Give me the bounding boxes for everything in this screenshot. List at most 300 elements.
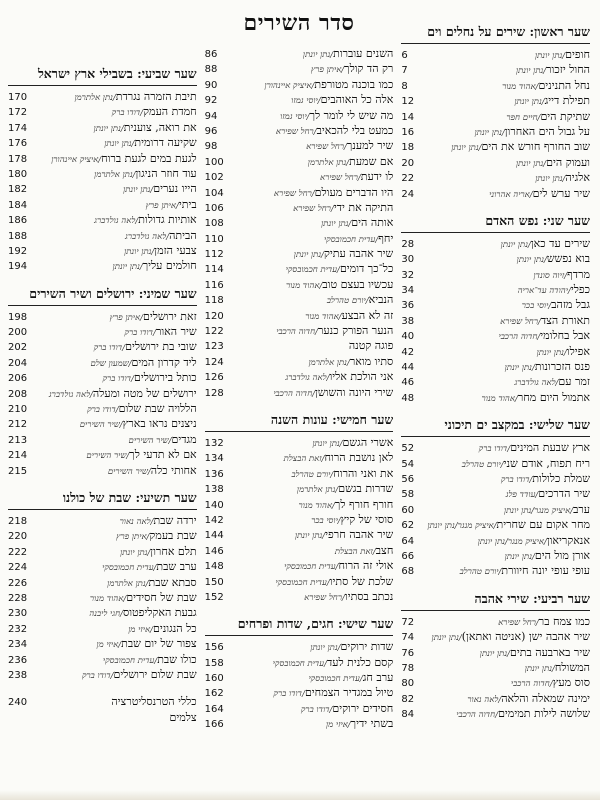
- toc-entry: [8, 652, 197, 667]
- page-number: 122: [204, 326, 224, 338]
- section-heading: שער שביעי: בשבילי ארץ ישראל: [8, 66, 197, 86]
- page-number: 240: [7, 697, 28, 709]
- song-name: כולו שבת: [157, 652, 197, 666]
- song-credit: /אריה אהרוני: [489, 189, 533, 200]
- toc-entry: [205, 369, 394, 384]
- song-title: [427, 390, 590, 407]
- toc-entry: [205, 123, 394, 138]
- song-credit: /רחל שפירא: [273, 188, 315, 199]
- page-number: 38: [401, 315, 415, 327]
- toc-entry: [401, 706, 590, 721]
- song-name: הנביא: [368, 293, 394, 307]
- song-credit: /עדית חכמובסקי: [308, 674, 363, 685]
- toc-entry: [401, 486, 590, 501]
- song-name: אנאקריאון: [546, 533, 590, 547]
- song-credit: /איתן פרץ: [145, 200, 179, 211]
- page-number: 98: [204, 141, 218, 153]
- toc-entry: [8, 309, 197, 324]
- page-number: 210: [7, 404, 28, 416]
- song-credit: /שיר השירים: [107, 466, 151, 477]
- song-credit: /איזי מן: [96, 640, 122, 651]
- song-credit: /איציק איינהורן: [51, 154, 102, 165]
- page-number: 152: [204, 591, 224, 603]
- page-number: 150: [204, 576, 224, 588]
- toc-entry: [401, 62, 590, 77]
- song-name: שתיקת הים: [540, 109, 590, 123]
- page-number: 170: [7, 92, 28, 103]
- song-credit: /נתן יונתן: [535, 174, 566, 185]
- page-number: 14: [401, 111, 415, 123]
- page-number: 60: [401, 504, 415, 516]
- song-credit: /לאה גולדברג: [125, 231, 170, 242]
- song-credit: /שיר השירים: [128, 435, 172, 446]
- song-credit: /יורם טהרלב: [461, 459, 504, 470]
- page-number: 158: [204, 657, 224, 669]
- song-name: בוא נפשש: [546, 252, 590, 266]
- song-name: שיר האור: [155, 325, 197, 339]
- song-name: שבת בעמק: [149, 529, 197, 543]
- page-number: 56: [401, 473, 415, 485]
- middle-column: [205, 6, 394, 794]
- toc-entry: [401, 440, 590, 455]
- toc-entry: [205, 639, 394, 654]
- song-name: תלם אחרון: [150, 544, 197, 558]
- page-number: 140: [204, 499, 224, 511]
- toc-entry: [401, 236, 590, 251]
- toc-entry: [205, 354, 394, 369]
- song-name: ערב חג: [362, 671, 394, 685]
- song-credit: /נתן יונתן: [293, 250, 324, 261]
- page-number: 126: [204, 372, 224, 384]
- song-title: [231, 716, 394, 733]
- song-credit: /חגי ליבנה: [89, 609, 123, 620]
- song-name: חורף חורף לך: [334, 497, 394, 511]
- page-bottom-edge: [0, 790, 600, 800]
- song-name: ימינה שמאלה והלאה: [501, 691, 590, 705]
- page-number: 90: [204, 79, 218, 91]
- song-name: סוס מעץ: [552, 676, 590, 690]
- section-heading: שער שמיני: ירושלים ושיר השירים: [8, 286, 197, 306]
- toc-entry: [401, 359, 590, 374]
- song-name: תפילת דייג: [544, 94, 590, 108]
- page-title: סדר השירים: [243, 10, 355, 36]
- song-credit: /דודו ברק: [300, 704, 333, 715]
- toc-entry: [205, 138, 394, 153]
- toc-entry: [401, 251, 590, 266]
- page-number: 20: [401, 157, 415, 169]
- song-name: לאן נושבת הרוח: [324, 451, 394, 465]
- song-name: שבת של חסידים: [126, 590, 197, 604]
- section-heading: שער שלישי: במקצב ים תיכוני: [401, 417, 590, 437]
- song-credit: /נתן יונתן: [124, 246, 155, 257]
- song-credit: /עודד פלג: [505, 490, 539, 501]
- toc-entry: [8, 243, 197, 258]
- page-number: 176: [7, 138, 28, 150]
- song-credit: /עדית חכמובסקי: [285, 265, 340, 276]
- toc-entry: [401, 548, 590, 563]
- toc-entry: [401, 390, 590, 405]
- toc-entry: [8, 513, 197, 528]
- section-1: [401, 24, 590, 201]
- page-number: 62: [401, 520, 415, 532]
- song-credit: /נתן יונתן: [321, 219, 352, 230]
- page-number: 96: [204, 125, 218, 137]
- page-number: 234: [7, 639, 28, 651]
- page-number: 114: [204, 264, 224, 276]
- toc-entry: [205, 512, 394, 527]
- page-number: 72: [401, 616, 415, 628]
- song-title: [34, 463, 197, 480]
- song-name: אשרי הגשם: [342, 435, 394, 449]
- toc-entry: [205, 685, 394, 700]
- song-credit: /נתן יונתן: [302, 50, 334, 60]
- song-credit: /נתן אלתרמן: [94, 169, 136, 180]
- song-name: בשתי ידיך: [350, 717, 394, 731]
- toc-entry: [401, 614, 590, 629]
- page-number: 40: [401, 331, 415, 343]
- song-name: היו הדברים מעולם: [314, 185, 394, 199]
- page-number: 178: [7, 153, 28, 165]
- song-credit: /נתן יונתן: [123, 185, 154, 196]
- toc-entry: [205, 61, 394, 76]
- song-name: הנער הפורק כנער: [318, 324, 394, 338]
- page-number: 106: [204, 202, 224, 214]
- song-credit: /חדוה הרכבי: [510, 679, 553, 690]
- page-number: 6: [401, 50, 408, 61]
- page-number: 214: [7, 450, 28, 462]
- song-credit: /נתן יונתן: [310, 643, 341, 654]
- song-name: שיר ערש לים: [532, 186, 590, 200]
- page-number: 110: [204, 233, 224, 245]
- song-name: אם שמעת: [349, 154, 394, 168]
- song-name: הייו נערים: [153, 182, 197, 196]
- song-credit: /נתן אלתרמן: [308, 357, 350, 368]
- toc-entry: [401, 502, 590, 517]
- page-number: 194: [7, 261, 28, 273]
- page-number: 78: [401, 662, 415, 674]
- toc-entry: [8, 324, 197, 339]
- toc-entry: [8, 104, 197, 119]
- toc-entry: [8, 401, 197, 416]
- song-credit: /עדית חכמובסקי: [272, 658, 327, 669]
- section-heading: שער ראשון: שירים על נחלים וים: [401, 24, 590, 44]
- page-number: 206: [7, 373, 28, 385]
- song-credit: /איזי מן: [325, 720, 351, 731]
- song-credit: /אהוד מנור: [298, 500, 335, 511]
- song-credit: /דודו ברק: [273, 689, 305, 700]
- song-name: ארץ שבעת המינים: [510, 441, 590, 455]
- song-credit: /איציק מנגר/נתן יונתן: [477, 536, 547, 547]
- toc-entry: [205, 450, 394, 465]
- page-number: 7: [401, 65, 408, 77]
- song-title: [231, 385, 394, 402]
- song-credit: /יהודה עד־אריה: [517, 286, 571, 297]
- section-3: [401, 417, 590, 579]
- toc-entry: [205, 701, 394, 716]
- song-credit: /רחל שפירא: [293, 203, 334, 214]
- page-number: 68: [401, 566, 415, 578]
- song-credit: /חדוה הרכבי: [273, 388, 316, 399]
- toc-entry: [8, 135, 197, 150]
- song-name: ירדה שבת: [153, 513, 197, 527]
- song-name: גבל מזהב: [551, 298, 590, 312]
- page-number: 188: [7, 230, 28, 242]
- toc-entry: [401, 47, 590, 62]
- song-credit: /נתן יונתן: [294, 531, 326, 542]
- song-name: שקיעה דרומית: [134, 136, 197, 150]
- song-name: נכתב בסתיו: [344, 589, 394, 603]
- song-credit: /דודו ברק: [102, 374, 135, 385]
- song-name: אם לא תדעי לך: [129, 448, 197, 462]
- section-7: [8, 66, 197, 274]
- page-number: 228: [7, 592, 28, 604]
- song-name: החול יזכור: [546, 63, 590, 77]
- page-number: 82: [401, 693, 415, 705]
- page-number: 54: [401, 458, 415, 470]
- page-number: 238: [7, 669, 28, 681]
- toc-entry: [401, 691, 590, 706]
- page-number: 215: [7, 465, 28, 477]
- toc-entry: [205, 543, 394, 558]
- song-name: טיול במגדיר הצמחים: [304, 686, 394, 700]
- song-credit: /איזי מן: [128, 624, 153, 635]
- page-number: 128: [204, 387, 224, 399]
- page-number: 174: [7, 122, 28, 134]
- toc-entry: [8, 432, 197, 447]
- toc-entry: [205, 527, 394, 542]
- song-credit: /נתן יונתן: [431, 633, 462, 644]
- toc-entry: [8, 197, 197, 212]
- song-name: ערב: [573, 502, 590, 516]
- song-name: הללויה שבת שלום: [118, 402, 197, 416]
- toc-entry: [205, 154, 394, 169]
- toc-entry: [401, 344, 590, 359]
- song-credit: /עדית חכמובסקי: [275, 577, 330, 588]
- page-number: 144: [204, 530, 224, 542]
- song-name: פוגה קטנה: [348, 339, 394, 353]
- toc-entry: [205, 574, 394, 589]
- toc-entry: [8, 463, 197, 478]
- page-number: 138: [204, 484, 224, 496]
- page-number: 12: [401, 96, 415, 108]
- toc-entry: [401, 660, 590, 675]
- page-number: 212: [7, 419, 28, 431]
- song-credit: /עדית חכמובסקי: [323, 234, 379, 245]
- song-credit: /רחל שפירא: [498, 617, 539, 628]
- song-name: אתמול היום מחר: [517, 390, 590, 404]
- toc-entry: [205, 261, 394, 276]
- song-credit: /איציק מנגר/נתן יונתן: [427, 521, 497, 532]
- song-name: זמר עם: [558, 375, 590, 389]
- song-name: אורן מול הים: [534, 548, 590, 562]
- page-number: 198: [7, 311, 28, 323]
- song-name: סבתא שבת: [148, 575, 197, 589]
- toc-entry: [205, 200, 394, 215]
- song-name: צלמים: [169, 710, 197, 724]
- song-name: עופי עופי יונה חיוורת: [501, 564, 590, 578]
- page-number: 166: [204, 719, 224, 731]
- page-number: 213: [7, 434, 28, 446]
- page-number: 16: [401, 126, 415, 138]
- toc-entry: [401, 93, 590, 108]
- song-credit: /יוסי בכר: [311, 515, 341, 526]
- song-credit: /נתן יונתן: [524, 663, 555, 674]
- song-name: ליד קדרון המים: [131, 355, 197, 369]
- toc-entry: [8, 621, 197, 636]
- toc-entry: [8, 89, 197, 104]
- song-credit: /איציק מנגר/נתן יונתן: [503, 505, 574, 516]
- toc-entry: [8, 181, 197, 196]
- page-number: 200: [7, 327, 28, 339]
- song-name: כמעט בלי להכאיב: [316, 123, 394, 137]
- toc-entry: [8, 151, 197, 166]
- section-6: [205, 616, 394, 731]
- song-name: שוב החורף חורש את הים: [481, 140, 590, 154]
- page-number: 80: [401, 678, 415, 690]
- song-credit: /לאה גולדברג: [514, 378, 559, 389]
- toc-entry: [401, 139, 590, 154]
- page-number: 102: [204, 172, 224, 184]
- song-name: תיבת הזמרה נגרדת: [115, 90, 197, 103]
- song-name: סתיו מואר: [349, 354, 394, 368]
- song-name: מה שיש לי לומר לך: [309, 108, 394, 122]
- page-number: 42: [401, 346, 415, 358]
- toc-entry: [401, 471, 590, 486]
- toc-entry: [205, 46, 394, 61]
- song-name: המשולח: [554, 660, 590, 674]
- song-credit: /דודו ברק: [111, 108, 144, 119]
- page-number: 146: [204, 545, 224, 557]
- song-name: נחל התנינים: [538, 78, 590, 92]
- toc-entry: [8, 355, 197, 370]
- song-credit: /רחל שפירא: [306, 142, 347, 153]
- song-name: כל־כך דומים: [339, 262, 394, 276]
- page-number: 222: [7, 546, 28, 558]
- song-name: גבעת האקליפטוס: [122, 606, 197, 620]
- song-credit: /דודו ברק: [124, 328, 156, 339]
- toc-entry: [205, 308, 394, 323]
- song-title: [34, 258, 197, 275]
- song-name: שירים עד כאן: [530, 236, 590, 250]
- song-credit: /זאת הבצלת: [334, 546, 376, 557]
- song-credit: /איתן פרץ: [109, 312, 143, 323]
- page-number: 226: [7, 577, 28, 589]
- toc-entry: [8, 605, 197, 620]
- song-credit: /עדית חכמובסקי: [102, 563, 157, 574]
- song-name: כפלי: [570, 283, 590, 297]
- song-name: ועמוק הים: [546, 155, 590, 169]
- song-title: [34, 710, 197, 727]
- song-credit: /נתן אלתרמן: [296, 485, 339, 496]
- section-4: [401, 591, 590, 722]
- section-heading: שער תשיעי: שבת של כולנו: [8, 490, 197, 510]
- song-credit: /חדוה הרכבי: [276, 327, 319, 338]
- toc-entry: [8, 590, 197, 605]
- page-number: 204: [7, 357, 28, 369]
- song-title: [427, 706, 590, 723]
- toc-entry: [401, 267, 590, 282]
- toc-entry: [401, 124, 590, 139]
- song-name: שלכת של סתיו: [329, 574, 394, 588]
- toc-entry: [205, 497, 394, 512]
- song-name: חצב: [375, 543, 394, 557]
- page-number: 180: [7, 168, 28, 180]
- toc-entry: [401, 78, 590, 93]
- song-name: זאת ירושלים: [142, 309, 197, 323]
- song-name: מרדף: [567, 267, 590, 281]
- song-credit: /נתן יונתן: [93, 123, 124, 134]
- toc-entry: [8, 559, 197, 574]
- song-credit: /דודו ברק: [81, 670, 114, 681]
- right-column: [401, 6, 590, 794]
- page-number: 120: [204, 310, 224, 322]
- toc-entry: [401, 645, 590, 660]
- toc-entry: [401, 313, 590, 328]
- page-number: 230: [7, 608, 28, 620]
- page-number: 74: [401, 632, 415, 644]
- toc-entry: [401, 282, 590, 297]
- song-credit: /איציק איינהורן: [264, 80, 315, 91]
- page-number: 156: [204, 642, 224, 654]
- song-credit: /נתן יונתן: [515, 158, 547, 169]
- song-name: לגעת במים לגעת ברוח: [101, 151, 197, 165]
- toc-entry: [8, 339, 197, 354]
- song-name: הביתה: [169, 228, 197, 242]
- song-name: חמדת העמק: [143, 105, 197, 119]
- song-credit: /אהוד מנור: [285, 280, 323, 291]
- song-credit: /נתן אלתרמן: [107, 578, 149, 589]
- section-extra: [8, 694, 197, 725]
- page-number: 36: [401, 300, 415, 312]
- song-credit: /נתן יונתן: [515, 66, 547, 77]
- song-name: אולי זה הרוח: [338, 559, 394, 573]
- song-name: אני הולכת אליו: [329, 370, 394, 384]
- page-number: 22: [401, 173, 415, 185]
- song-name: חסידים ירוקים: [332, 701, 394, 715]
- song-name: קסם כלנית לעד: [326, 655, 394, 669]
- song-credit: /יוסי גמזו: [280, 111, 310, 122]
- toc-entry: [401, 109, 590, 124]
- song-name: כותל בירושלים: [134, 371, 197, 385]
- section-heading: שער רביעי: שירי אהבה: [401, 591, 590, 611]
- page-number: 172: [7, 107, 28, 119]
- song-name: לו ידעת: [360, 170, 394, 184]
- page-number: 86: [204, 49, 218, 60]
- song-credit: /יורם טהרלב: [291, 469, 334, 480]
- song-credit: /שמעון שלם: [90, 358, 132, 369]
- song-name: חולמים עליך: [142, 259, 197, 273]
- song-name: תאורת הצד: [540, 313, 590, 327]
- page-number: 64: [401, 535, 415, 547]
- page-number: 236: [7, 654, 28, 666]
- toc-entry: [205, 292, 394, 307]
- song-name: שובי בת ירושלים: [125, 340, 197, 354]
- section-heading: שער שני: נפש האדם: [401, 213, 590, 233]
- page-number: 124: [204, 356, 224, 368]
- song-credit: /איתן פרץ: [310, 65, 345, 76]
- page-number: 123: [204, 341, 224, 353]
- song-credit: /איתן פרץ: [116, 532, 150, 543]
- song-credit: /נתן יונתן: [500, 239, 531, 250]
- toc-entry: [8, 258, 197, 273]
- song-credit: /חיים חפר: [506, 112, 541, 123]
- toc-entry: [401, 374, 590, 389]
- song-name: שיר אהבה חרפי: [325, 528, 394, 542]
- page-number: 134: [204, 453, 224, 465]
- song-credit: /לאה נאור: [467, 694, 502, 705]
- toc-entry: [205, 435, 394, 450]
- song-name: פנס הזכרונות: [534, 360, 590, 374]
